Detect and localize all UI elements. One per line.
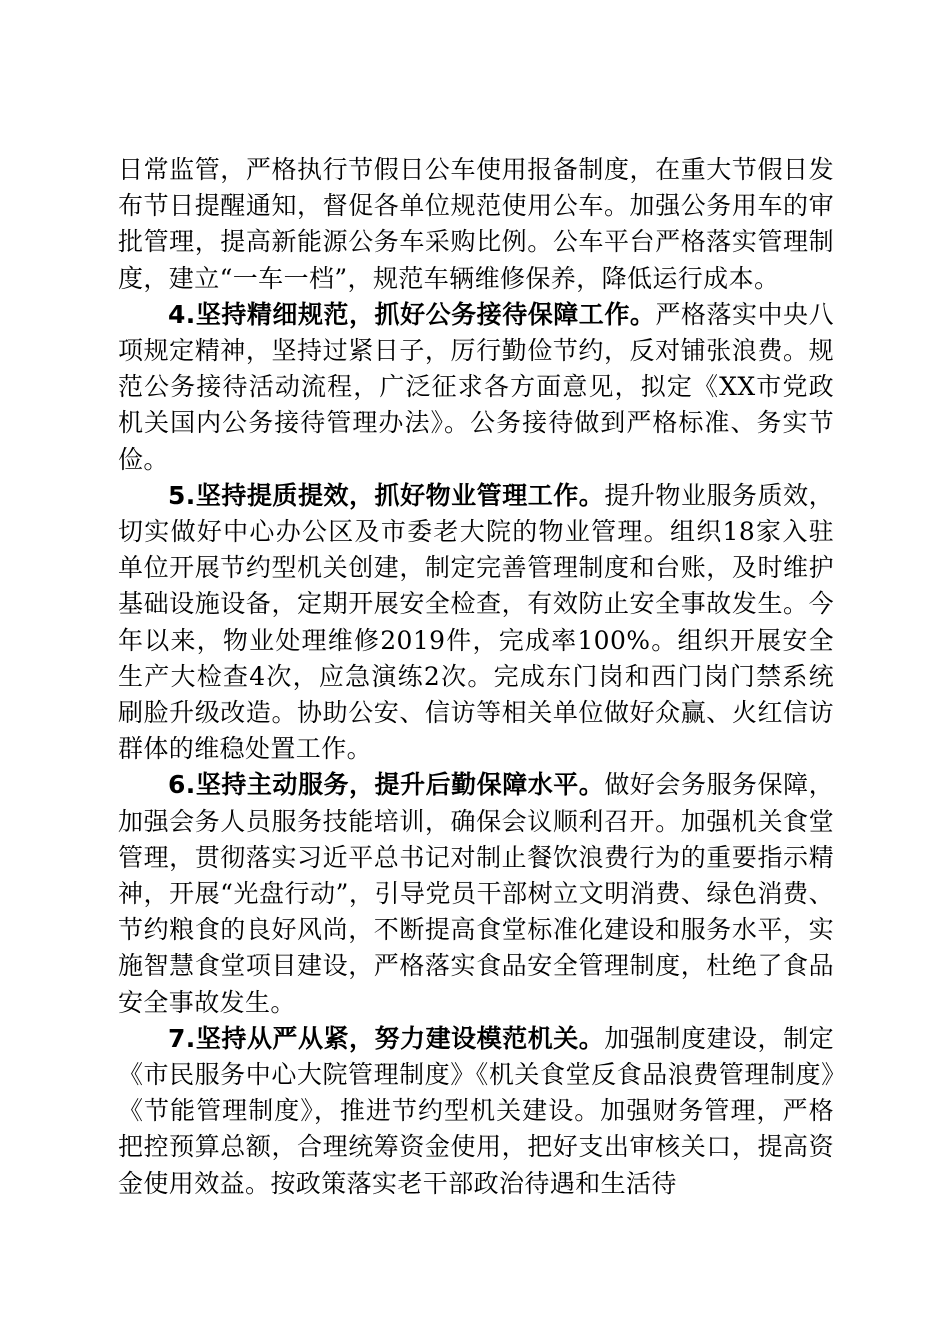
paragraph-logistics-service — [118, 767, 834, 1020]
paragraph-body: 做好会务服务保障，加强会务人员服务技能培训，确保会议顺利召开。加强机关食堂管理，贯彻落实习近平总书记对制止餐饮浪费行为的重要指示精神，开展“光盘行动”，引导党员干部树立文明消费、绿色消费、节约粮食的良好风尚，不断提高食堂标准化建设和服务水平，实施智慧食堂项目建设，严格落实食品安全管理制度，杜绝了食品安全事故发生。 — [118, 770, 834, 1017]
paragraph-property-management — [118, 478, 834, 768]
document-page — [118, 152, 834, 1202]
paragraph-body: 提升物业服务质效，切实做好中心办公区及市委老大院的物业管理。组织18家入驻单位开展节约型机关创建，制定完善管理制度和台账，及时维护基础设施设备，定期开展安全检查，有效防止安全事故发生。今年以来，物业处理维修2019件，完成率100%。组织开展安全生产大检查4次，应急演练2次。完成东门岗和西门岗门禁系统刷脸升级改造。协助公安、信访等相关单位做好众赢、火红信访群体的维稳处置工作。 — [118, 480, 834, 764]
paragraph-model-agency — [118, 1021, 834, 1202]
paragraph-heading: 6.坚持主动服务，提升后勤保障水平。 — [168, 770, 605, 800]
paragraph-vehicle-management — [118, 152, 834, 297]
paragraph-official-reception — [118, 297, 834, 478]
paragraph-heading: 5.坚持提质提效，抓好物业管理工作。 — [168, 480, 605, 510]
paragraph-body: 日常监管，严格执行节假日公车使用报备制度，在重大节假日发布节日提醒通知，督促各单位规范使用公车。加强公务用车的审批管理，提高新能源公务车采购比例。公车平台严格落实管理制度，建立“一车一档”，规范车辆维修保养，降低运行成本。 — [118, 155, 834, 293]
paragraph-body: 严格落实中央八项规定精神，坚持过紧日子，厉行勤俭节约，反对铺张浪费。规范公务接待活动流程，广泛征求各方面意见，拟定《XX市党政机关国内公务接待管理办法》。公务接待做到严格标准、务实节俭。 — [118, 299, 834, 474]
paragraph-body: 加强制度建设，制定《市民服务中心大院管理制度》《机关食堂反食品浪费管理制度》《节能管理制度》，推进节约型机关建设。加强财务管理，严格把控预算总额，合理统筹资金使用，把好支出审核关口，提高资金使用效益。按政策落实老干部政治待遇和生活待 — [118, 1023, 834, 1198]
paragraph-heading: 7.坚持从严从紧，努力建设模范机关。 — [168, 1023, 605, 1053]
paragraph-heading: 4.坚持精细规范，抓好公务接待保障工作。 — [168, 299, 656, 329]
